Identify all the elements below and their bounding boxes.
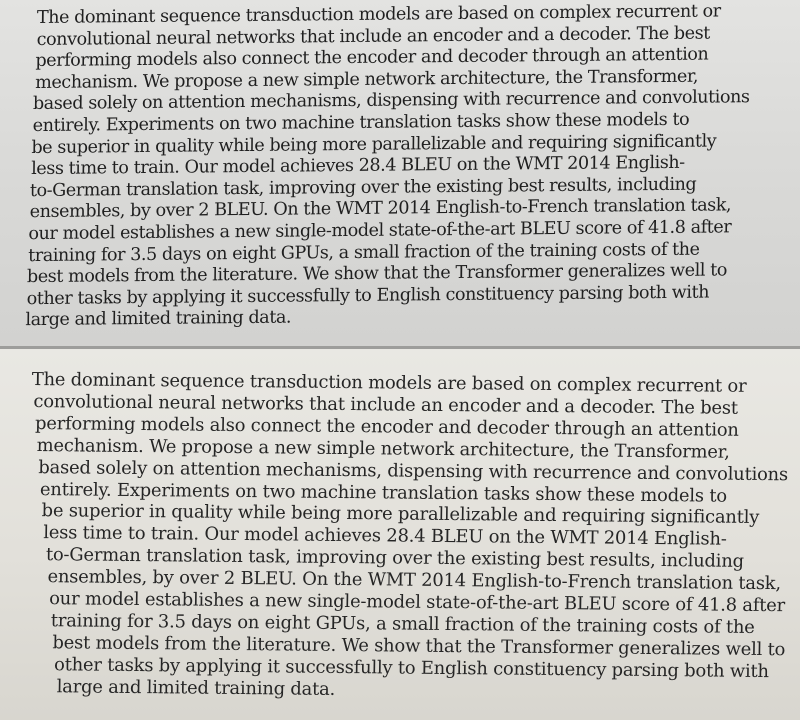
text-line: our model establishes a new single-model state-of-the-art BLEU score of 41.8 after <box>28 217 732 245</box>
text-line: less time to train. Our model achieves 28.4 BLEU on the WMT 2014 English- <box>31 152 685 180</box>
text-line: mechanism. We propose a new simple network architecture, the Transformer, <box>35 66 699 93</box>
text-line: based solely on attention mechanisms, dispensing with recurrence and convolutions <box>32 87 750 115</box>
text-line: training for 3.5 days on eight GPUs, a small fraction of the training costs of the <box>28 239 700 266</box>
text-line: The dominant sequence transduction models are based on complex recurrent or <box>36 1 721 28</box>
text-line: ensembles, by over 2 BLEU. On the WMT 2014 English-to-French translation task, <box>29 195 732 223</box>
text-line: to-German translation task, improving over the existing best results, including <box>45 544 745 573</box>
text-line: ensembles, by over 2 BLEU. On the WMT 2014 English-to-French translation task, <box>47 566 782 595</box>
text-line: best models from the literature. We show that the Transformer generalizes well to <box>26 260 728 288</box>
text-line: to-German translation task, improving over the existing best results, including <box>29 174 697 201</box>
bottom-photo <box>0 349 800 720</box>
text-line: entirely. Experiments on two machine translation tasks show these models to <box>32 109 690 137</box>
text-line: entirely. Experiments on two machine translation tasks show these models to <box>39 478 728 507</box>
text-line: based solely on attention mechanisms, dispensing with recurrence and convolutions <box>38 456 789 485</box>
text-line: best models from the literature. We show that the Transformer generalizes well to <box>52 632 786 661</box>
abstract-paragraph-bottom <box>27 369 790 705</box>
text-line: be superior in quality while being more parallelizable and requiring significantly <box>31 131 717 158</box>
text-line: convolutional neural networks that include an encoder and a decoder. The best <box>33 390 739 419</box>
text-line: be superior in quality while being more parallelizable and requiring significantly <box>41 500 760 529</box>
text-line: our model establishes a new single-model state-of-the-art BLEU score of 41.8 after <box>49 588 786 617</box>
text-line: performing models also connect the encoder and decoder through an attention <box>35 44 709 72</box>
text-line: mechanism. We propose a new simple network architecture, the Transformer, <box>36 434 730 463</box>
text-line: other tasks by applying it successfully to English constituency parsing both with <box>26 282 710 309</box>
text-line: less time to train. Our model achieves 28.4 BLEU on the WMT 2014 English- <box>43 522 727 551</box>
text-line: performing models also connect the encoder and decoder through an attention <box>34 412 739 441</box>
top-photo <box>0 0 800 349</box>
text-line: training for 3.5 days on eight GPUs, a small fraction of the training costs of the <box>50 610 755 638</box>
text-line: convolutional neural networks that include an encoder and a decoder. The best <box>36 23 710 50</box>
text-line: The dominant sequence transduction models are based on complex recurrent or <box>31 369 747 397</box>
text-line: large and limited training data. <box>56 675 336 700</box>
abstract-paragraph-top <box>25 1 750 332</box>
text-line: other tasks by applying it successfully to English constituency parsing both with <box>53 654 769 682</box>
text-line: large and limited training data. <box>25 307 292 331</box>
